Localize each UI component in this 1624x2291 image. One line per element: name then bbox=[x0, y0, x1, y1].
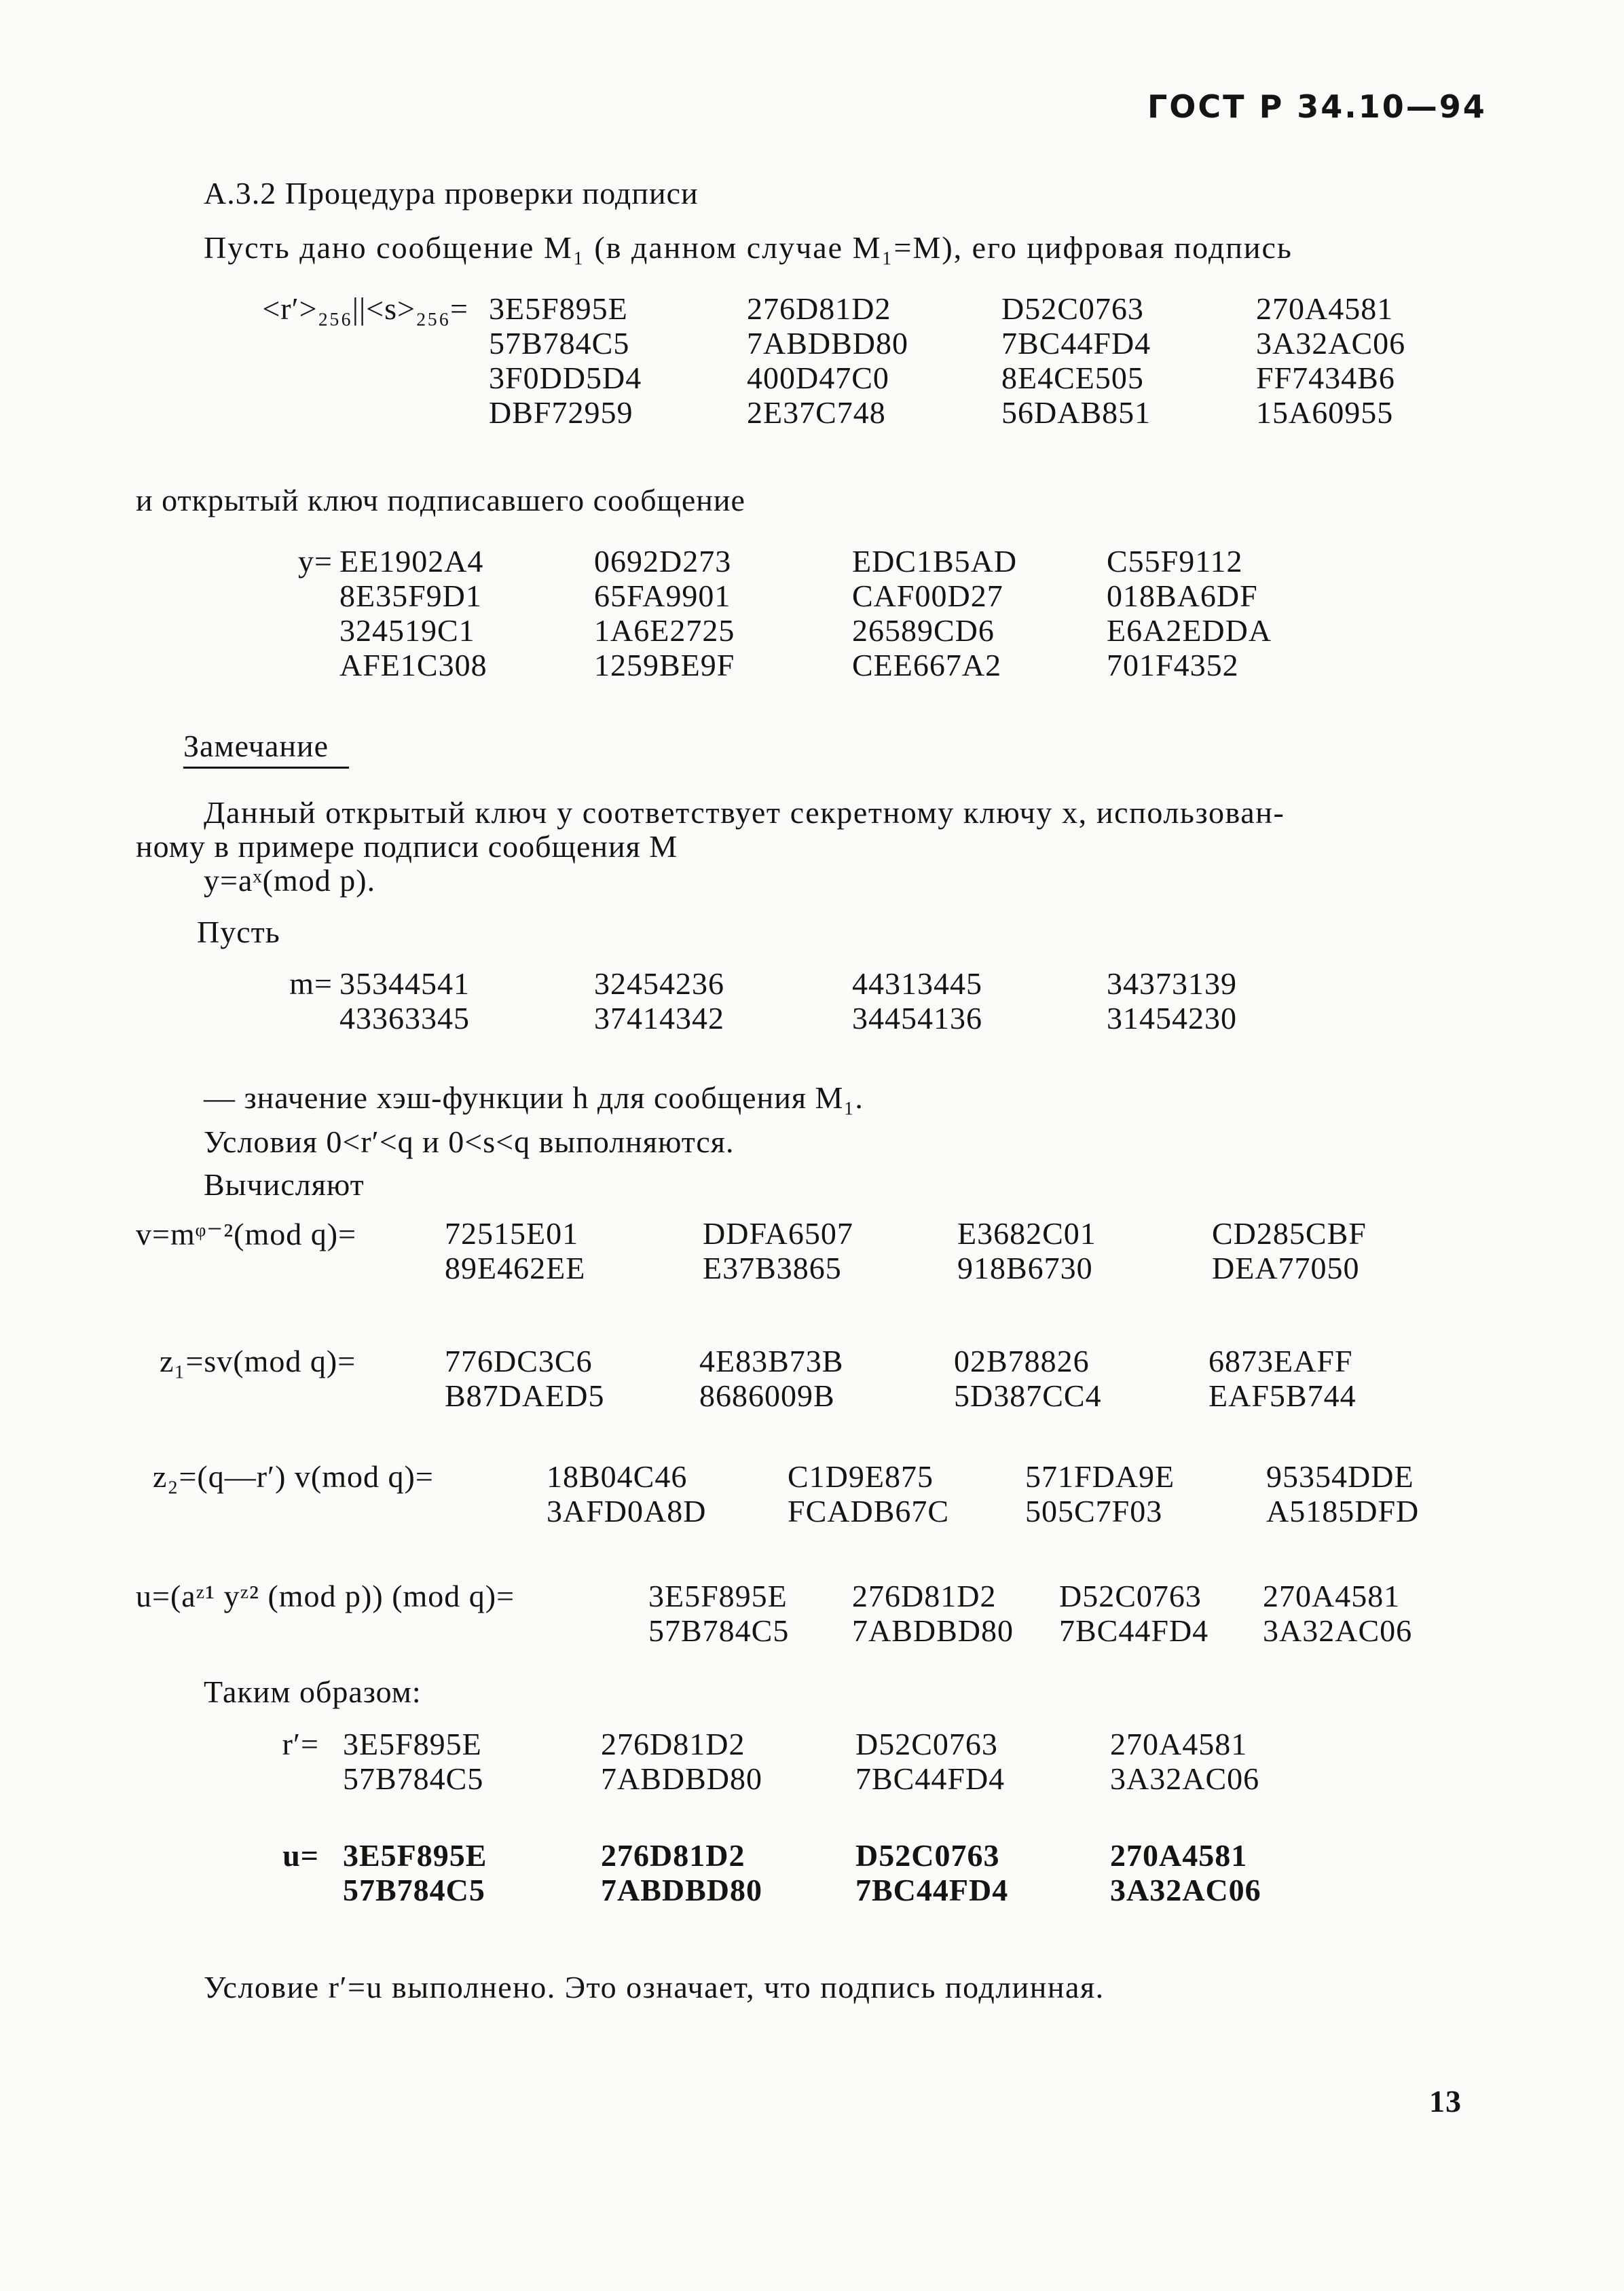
hex-value: 276D81D2 bbox=[747, 291, 891, 326]
hex-value: 3A32AC06 bbox=[1263, 1613, 1413, 1648]
thus-text: Таким образом: bbox=[204, 1674, 422, 1709]
hex-value: 6873EAFF bbox=[1208, 1344, 1353, 1378]
hex-value: 571FDA9E bbox=[1025, 1459, 1175, 1494]
hex-value: 95354DDE bbox=[1266, 1459, 1414, 1494]
hex-value: DEA77050 bbox=[1212, 1251, 1360, 1285]
hex-value: 35344541 bbox=[339, 966, 470, 1001]
hex-value: 7ABDBD80 bbox=[747, 326, 909, 361]
hex-value: 400D47C0 bbox=[747, 361, 889, 395]
hex-value: E6A2EDDA bbox=[1107, 613, 1272, 648]
hash-label: m= bbox=[289, 966, 333, 1001]
hex-value: 270A4581 bbox=[1263, 1579, 1401, 1613]
hex-value: 7BC44FD4 bbox=[855, 1761, 1005, 1796]
hex-value: 7ABDBD80 bbox=[852, 1613, 1014, 1648]
section-title: А.3.2 Процедура проверки подписи bbox=[204, 176, 699, 210]
hex-value: 8E35F9D1 bbox=[339, 579, 482, 613]
hex-value: 7BC44FD4 bbox=[1059, 1613, 1209, 1648]
hex-value: 270A4581 bbox=[1256, 291, 1394, 326]
hex-value: C55F9112 bbox=[1107, 544, 1243, 579]
hex-value: 37414342 bbox=[594, 1001, 724, 1035]
hex-value: B87DAED5 bbox=[445, 1378, 605, 1413]
hex-value: DBF72959 bbox=[489, 395, 633, 430]
hex-value: 72515E01 bbox=[445, 1216, 579, 1251]
hex-value: CEE667A2 bbox=[852, 648, 1002, 682]
hex-value: D52C0763 bbox=[1059, 1579, 1202, 1613]
hex-value: 701F4352 bbox=[1107, 648, 1239, 682]
hex-value: EAF5B744 bbox=[1208, 1378, 1357, 1413]
hex-value: 34454136 bbox=[852, 1001, 982, 1035]
hex-value: 18B04C46 bbox=[547, 1459, 688, 1494]
hex-value: 26589CD6 bbox=[852, 613, 995, 648]
hex-value: 57B784C5 bbox=[343, 1761, 484, 1796]
hex-value: 2E37C748 bbox=[747, 395, 886, 430]
hex-value: A5185DFD bbox=[1266, 1494, 1420, 1528]
hex-value: E3682C01 bbox=[957, 1216, 1096, 1251]
hex-value: EE1902A4 bbox=[339, 544, 484, 579]
hex-value: 7ABDBD80 bbox=[601, 1873, 763, 1907]
conditions-text: Условия 0<r′<q и 0<s<q выполняются. bbox=[204, 1124, 735, 1159]
u-final-label: u= bbox=[282, 1838, 319, 1873]
hex-value: D52C0763 bbox=[855, 1727, 998, 1761]
hex-value: 57B784C5 bbox=[343, 1873, 485, 1907]
hex-value: 43363345 bbox=[339, 1001, 470, 1035]
intro-text: Пусть дано сообщение M₁ (в данном случае M₁=M), его цифровая подпись bbox=[204, 230, 1293, 265]
hex-value: 44313445 bbox=[852, 966, 982, 1001]
hex-value: 270A4581 bbox=[1110, 1727, 1248, 1761]
hex-value: 32454236 bbox=[594, 966, 724, 1001]
hex-value: 3A32AC06 bbox=[1256, 326, 1406, 361]
z1-label: z₁=sv(mod q)= bbox=[160, 1344, 356, 1378]
hex-value: 56DAB851 bbox=[1001, 395, 1151, 430]
page-number: 13 bbox=[1429, 2084, 1462, 2119]
signature-label: <r′>₂₅₆||<s>₂₅₆= bbox=[262, 291, 468, 326]
hex-value: 31454230 bbox=[1107, 1001, 1237, 1035]
hex-value: FF7434B6 bbox=[1256, 361, 1395, 395]
hex-value: 57B784C5 bbox=[648, 1613, 790, 1648]
hex-value: 776DC3C6 bbox=[445, 1344, 593, 1378]
hex-value: 918B6730 bbox=[957, 1251, 1093, 1285]
hex-value: 276D81D2 bbox=[601, 1727, 745, 1761]
hex-value: 65FA9901 bbox=[594, 579, 731, 613]
hex-value: 15A60955 bbox=[1256, 395, 1394, 430]
let-word: Пусть bbox=[197, 915, 280, 949]
z2-label: z₂=(q—r′) v(mod q)= bbox=[153, 1459, 434, 1494]
hex-value: 89E462EE bbox=[445, 1251, 586, 1285]
hex-value: 8E4CE505 bbox=[1001, 361, 1144, 395]
hex-value: FCADB67C bbox=[788, 1494, 950, 1528]
u-calc-label: u=(aᶻ¹ yᶻ² (mod p)) (mod q)= bbox=[136, 1579, 515, 1613]
note-line-2: ному в примере подписи сообщения M bbox=[136, 829, 678, 864]
hex-value: CD285CBF bbox=[1212, 1216, 1367, 1251]
note-heading: Замечание bbox=[183, 728, 349, 769]
hex-value: 1A6E2725 bbox=[594, 613, 735, 648]
standard-header: ГОСТ Р 34.10—94 bbox=[1147, 88, 1487, 125]
pubkey-label: y= bbox=[298, 544, 333, 579]
pubkey-intro: и открытый ключ подписавшего сообщение bbox=[136, 483, 745, 517]
hex-value: E37B3865 bbox=[703, 1251, 842, 1285]
hex-value: 3A32AC06 bbox=[1110, 1761, 1260, 1796]
hex-value: 3E5F895E bbox=[343, 1838, 487, 1873]
hex-value: 02B78826 bbox=[954, 1344, 1090, 1378]
hex-value: D52C0763 bbox=[1001, 291, 1144, 326]
hex-value: 3E5F895E bbox=[489, 291, 628, 326]
hex-value: D52C0763 bbox=[855, 1838, 1000, 1873]
hex-value: AFE1C308 bbox=[339, 648, 487, 682]
hex-value: C1D9E875 bbox=[788, 1459, 934, 1494]
hex-value: CAF00D27 bbox=[852, 579, 1003, 613]
hex-value: 5D387CC4 bbox=[954, 1378, 1102, 1413]
hex-value: 34373139 bbox=[1107, 966, 1237, 1001]
note-line-3: y=aˣ(mod p). bbox=[204, 863, 376, 898]
hex-value: 1259BE9F bbox=[594, 648, 735, 682]
conclusion-text: Условие r′=u выполнено. Это означает, что подпись подлинная. bbox=[204, 1970, 1105, 2004]
v-label: v=mᵠ⁻²(mod q)= bbox=[136, 1217, 357, 1251]
hex-value: 018BA6DF bbox=[1107, 579, 1258, 613]
hex-value: 3E5F895E bbox=[343, 1727, 482, 1761]
hex-value: 270A4581 bbox=[1110, 1838, 1248, 1873]
hash-description: — значение хэш-функции h для сообщения M₁. bbox=[204, 1080, 864, 1115]
hex-value: 7BC44FD4 bbox=[855, 1873, 1009, 1907]
note-line-1: Данный открытый ключ y соответствует секретному ключу x, использован- bbox=[204, 795, 1285, 830]
hex-value: 505C7F03 bbox=[1025, 1494, 1163, 1528]
compute-word: Вычисляют bbox=[204, 1167, 365, 1202]
hex-value: 3AFD0A8D bbox=[547, 1494, 707, 1528]
hex-value: 324519C1 bbox=[339, 613, 475, 648]
hex-value: 57B784C5 bbox=[489, 326, 630, 361]
hex-value: 276D81D2 bbox=[852, 1579, 997, 1613]
hex-value: 7ABDBD80 bbox=[601, 1761, 763, 1796]
hex-value: 3A32AC06 bbox=[1110, 1873, 1261, 1907]
hex-value: 276D81D2 bbox=[601, 1838, 745, 1873]
hex-value: DDFA6507 bbox=[703, 1216, 853, 1251]
hex-value: 3E5F895E bbox=[648, 1579, 788, 1613]
hex-value: 7BC44FD4 bbox=[1001, 326, 1151, 361]
hex-value: EDC1B5AD bbox=[852, 544, 1018, 579]
hex-value: 8686009B bbox=[699, 1378, 835, 1413]
hex-value: 0692D273 bbox=[594, 544, 732, 579]
r-final-label: r′= bbox=[282, 1727, 319, 1761]
hex-value: 3F0DD5D4 bbox=[489, 361, 642, 395]
hex-value: 4E83B73B bbox=[699, 1344, 844, 1378]
